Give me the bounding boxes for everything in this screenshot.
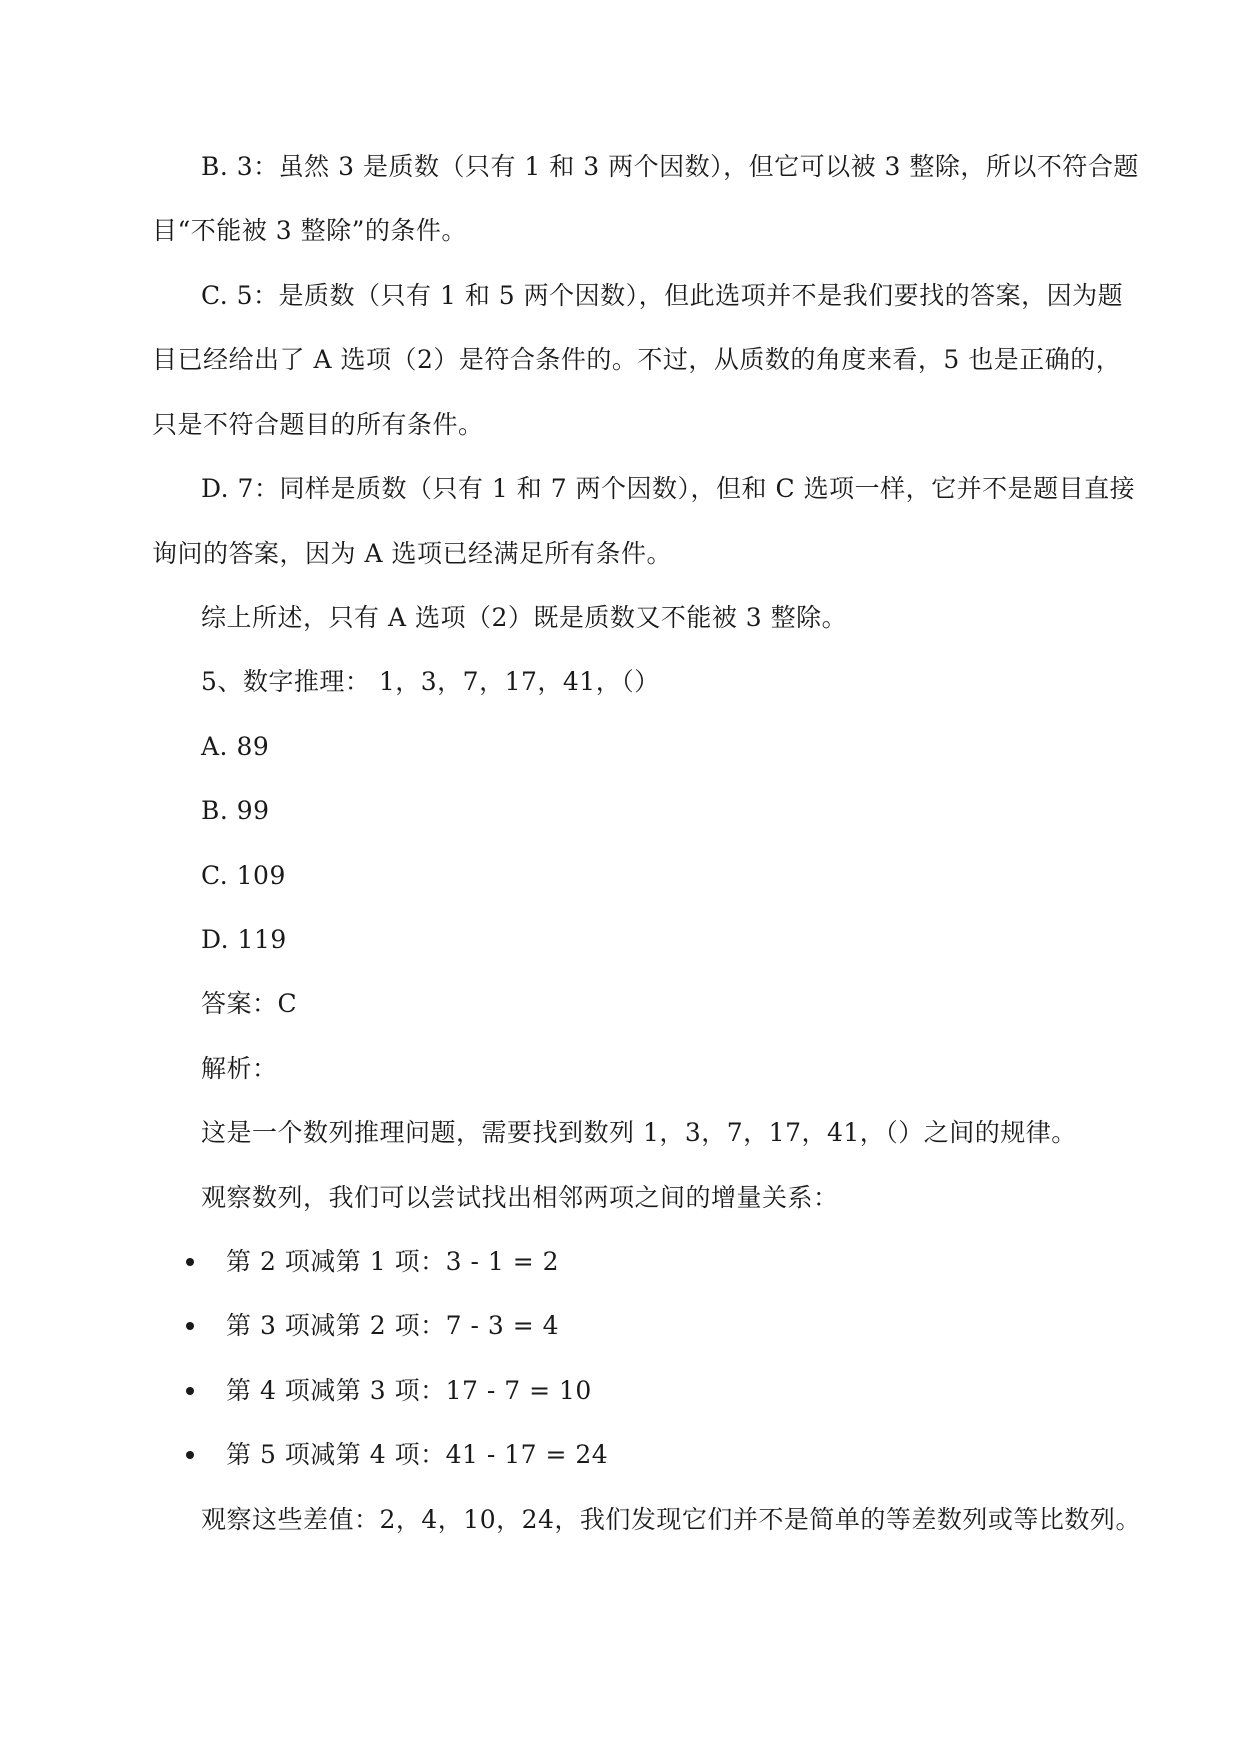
analysis-label: 解析： [201, 1054, 278, 1083]
option-d-text-line-1: D. 7：同样是质数（只有 1 和 7 两个因数），但和 C 选项一样，它并不是题目直接 [201, 474, 1136, 503]
bullet-text: 第 3 项减第 2 项：7 - 3 = 4 [226, 1311, 559, 1340]
bullet-text: 第 5 项减第 4 项：41 - 17 = 24 [226, 1440, 609, 1469]
option-c-text-line-1: C. 5：是质数（只有 1 和 5 两个因数），但此选项并不是我们要找的答案，因为题 [201, 281, 1124, 310]
bullet-text: 第 2 项减第 1 项：3 - 1 = 2 [226, 1247, 559, 1276]
bullet-dot-icon [186, 1387, 194, 1395]
question-5-option-c: C. 109 [201, 861, 286, 890]
option-c-text-line-3: 只是不符合题目的所有条件。 [152, 410, 484, 439]
bullet-dot-icon [186, 1451, 194, 1459]
question-5-stem: 5、数字推理： 1，3，7，17，41，（） [201, 667, 660, 696]
question-5-option-a: A. 89 [201, 732, 270, 761]
bullet-text: 第 4 项减第 3 项：17 - 7 = 10 [226, 1376, 592, 1405]
option-b-text-line-2: 目“不能被 3 整除”的条件。 [152, 216, 467, 245]
option-c-text-line-2: 目已经给出了 A 选项（2）是符合条件的。不过，从质数的角度来看，5 也是正确的， [152, 345, 1122, 374]
bullet-dot-icon [186, 1322, 194, 1330]
option-d-text-line-2: 询问的答案，因为 A 选项已经满足所有条件。 [152, 539, 672, 568]
option-b-text-line-1: B. 3：虽然 3 是质数（只有 1 和 3 两个因数），但它可以被 3 整除，所以不符合题 [201, 152, 1139, 181]
analysis-intro: 这是一个数列推理问题，需要找到数列 1，3，7，17，41，（）之间的规律。 [201, 1118, 1077, 1147]
bullet-dot-icon [186, 1258, 194, 1266]
difference-conclusion: 观察这些差值：2，4，10，24，我们发现它们并不是简单的等差数列或等比数列。 [201, 1505, 1141, 1534]
analysis-observe: 观察数列，我们可以尝试找出相邻两项之间的增量关系： [201, 1183, 839, 1212]
question-5-option-d: D. 119 [201, 925, 287, 954]
question-5-option-b: B. 99 [201, 796, 270, 825]
question-5-answer: 答案：C [201, 989, 298, 1018]
summary-paragraph: 综上所述，只有 A 选项（2）既是质数又不能被 3 整除。 [201, 603, 848, 632]
